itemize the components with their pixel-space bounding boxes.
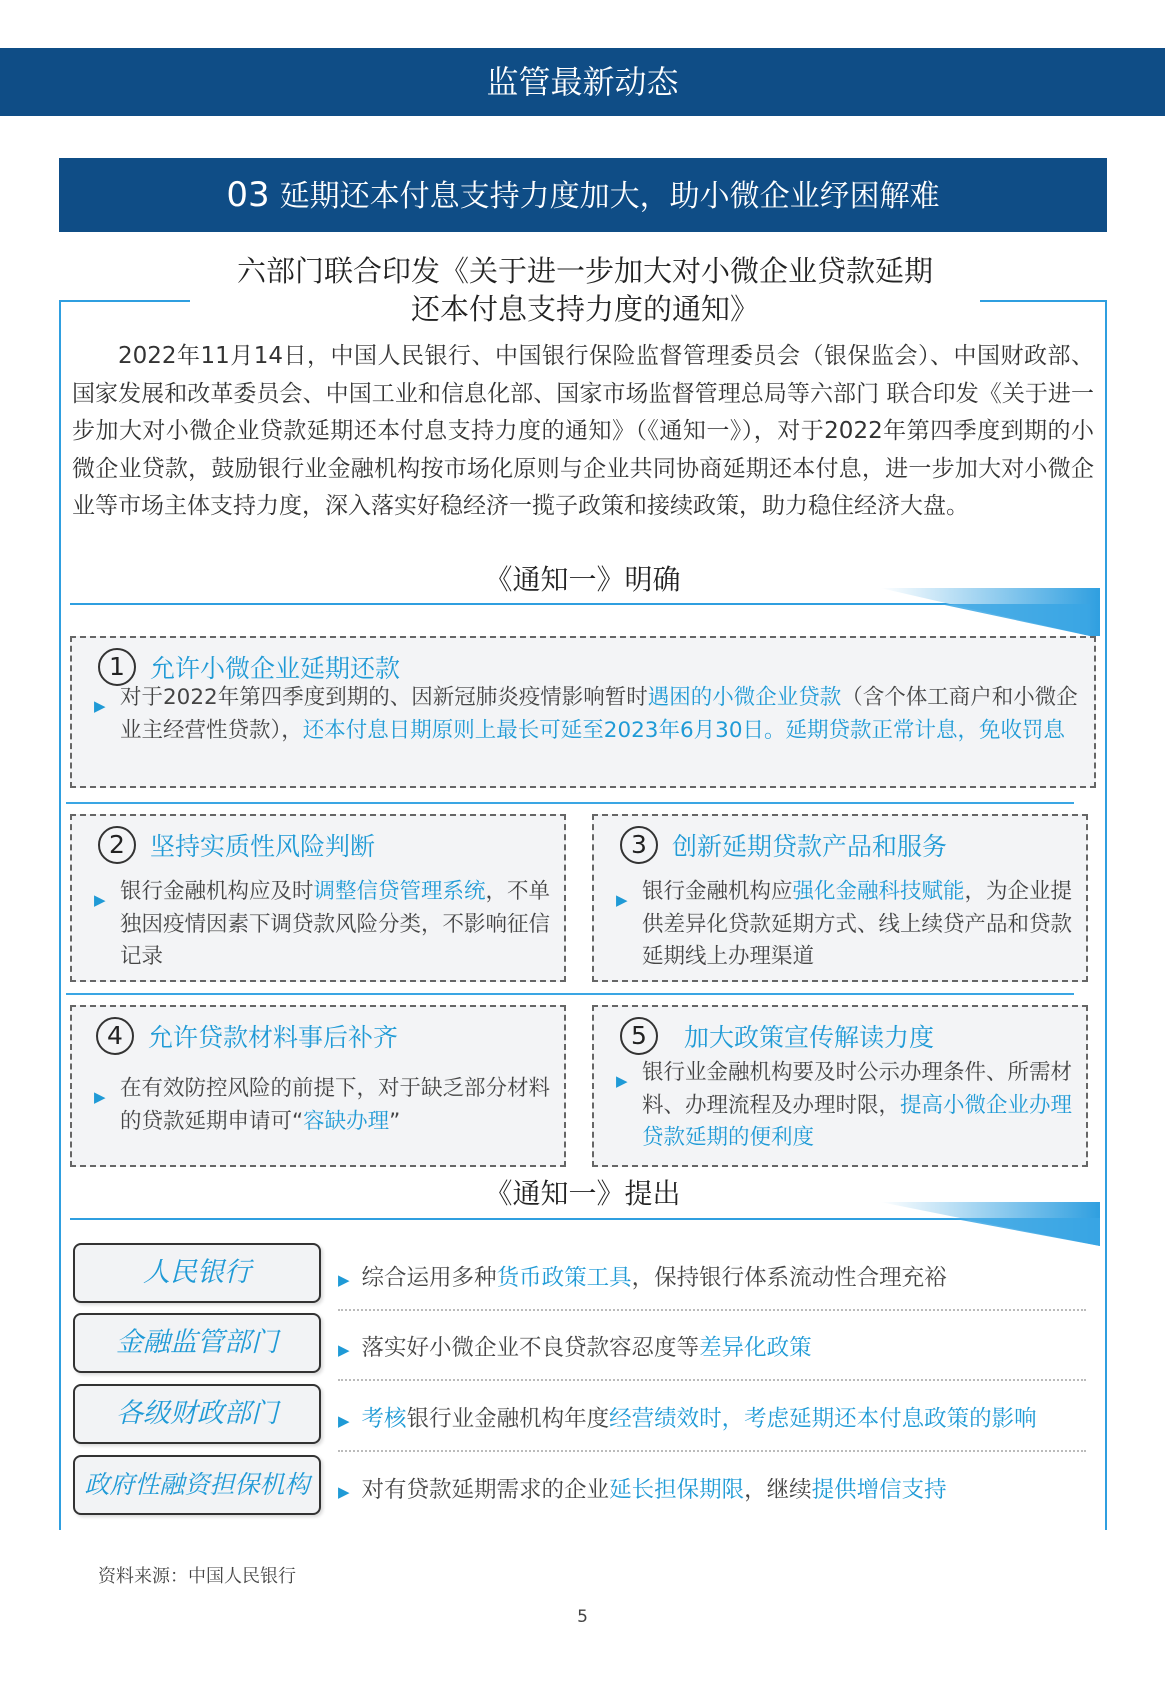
clarify-box-1-highlight-b: 还本付息日期原则上最长可延至2023年6月30日。延期贷款正常计息，免收罚息	[302, 717, 1066, 743]
clarify-box-5-text: 银行业金融机构要及时公示办理条件、所需材料、办理流程及办理时限，	[642, 1060, 1073, 1118]
clarify-box-5	[592, 1005, 1088, 1167]
dotted-divider	[338, 1379, 1086, 1381]
divider	[66, 993, 1074, 995]
row-1-text-a: 综合运用多种	[361, 1265, 497, 1291]
intro-paragraph: 2022年11月14日，中国人民银行、中国银行保险监督管理委员会（银保监会）、中国财政部、国家发展和改革委员会、中国工业和信息化部、国家市场监督管理总局等六部门 联合印发《关于进一步加大对小微企业贷款延期还本付息支持力度的通知》（《通知一》），对于2022年第四季度到期的小微企业贷款，鼓励银行业金融机构按市场化原则与企业共同协商延期还本付息，进一步加大对小微企业等市场主体支持力度，深入落实好稳经济一揽子政策和接续政策，助力稳住经济大盘。	[72, 343, 1094, 519]
agency-row-3-text	[338, 1401, 1037, 1433]
corner-ribbon-icon	[880, 588, 1100, 636]
clarify-box-3-head	[620, 826, 947, 864]
clarify-box-5-title: 加大政策宣传解读力度	[684, 1023, 935, 1052]
source-note: 资料来源：中国人民银行	[98, 1566, 296, 1587]
notice-title-line1: 六部门联合印发《关于进一步加大对小微企业贷款延期	[236, 254, 933, 288]
row-4-highlight-a: 延长担保期限	[609, 1477, 745, 1503]
clarify-box-2-highlight: 调整信贷管理系统	[313, 879, 486, 904]
row-3-highlight-a: 考核	[361, 1406, 407, 1432]
clarify-box-4	[70, 1005, 566, 1167]
number-badge: 5	[620, 1017, 658, 1055]
row-2-highlight: 差异化政策	[699, 1335, 812, 1361]
clarify-box-2-text-a: 银行金融机构应及时	[120, 879, 314, 904]
row-4-text-a: 对有贷款延期需求的企业	[361, 1477, 610, 1503]
clarify-box-4-text-a: 在有效防控风险的前提下，对于缺乏部分材料的贷款延期申请可“	[120, 1076, 551, 1134]
divider	[66, 802, 1074, 804]
page-header-title: 监管最新动态	[486, 63, 679, 101]
number-badge: 1	[98, 648, 136, 686]
clarify-box-1-title: 允许小微企业延期还款	[150, 654, 401, 683]
row-1-text-b: ，保持银行体系流动性合理充裕	[631, 1265, 947, 1291]
clarify-box-1-text-b: （含个体工商户和小微企业主经营性贷款），	[120, 685, 1078, 743]
clarify-box-1-body	[94, 682, 1079, 747]
number-badge: 3	[620, 826, 658, 864]
row-3-text: 银行业金融机构年度	[406, 1406, 610, 1432]
row-2-text-a: 落实好小微企业不良贷款容忍度等	[361, 1335, 700, 1361]
clarify-box-3	[592, 814, 1088, 982]
clarify-box-1-text-a: 对于2022年第四季度到期的、因新冠肺炎疫情影响暂时	[120, 685, 648, 710]
notice-title	[190, 252, 980, 328]
notice-title-line2: 还本付息支持力度的通知》	[410, 292, 759, 326]
agency-row-4-text	[338, 1472, 947, 1504]
clarify-box-4-text-b: ”	[389, 1108, 401, 1134]
clarify-box-4-highlight: 容缺办理	[303, 1108, 390, 1134]
agency-row-2-text	[338, 1330, 812, 1362]
clarify-box-3-title: 创新延期贷款产品和服务	[672, 832, 948, 861]
agency-label-guarantee: 政府性融资担保机构	[73, 1455, 321, 1515]
number-badge: 4	[96, 1017, 134, 1055]
agency-row-1-text	[338, 1260, 947, 1292]
clarify-box-4-title: 允许贷款材料事后补齐	[148, 1023, 399, 1052]
agency-label-regulator: 金融监管部门	[73, 1313, 321, 1373]
triangle-right-icon: ▶	[94, 891, 106, 909]
propose-heading: 《通知一》提出	[484, 1177, 681, 1210]
row-4-highlight-b: 提供增信支持	[811, 1477, 947, 1503]
corner-ribbon-icon	[880, 1202, 1100, 1246]
clarify-box-2-text-b: ，不单独因疫情因素下调贷款风险分类，不影响征信记录	[120, 879, 551, 969]
triangle-right-icon: ▶	[616, 1072, 628, 1090]
clarify-box-4-head	[96, 1017, 398, 1055]
clarify-box-2	[70, 814, 566, 982]
row-1-highlight: 货币政策工具	[496, 1265, 632, 1291]
row-3-highlight-b: 经营绩效时，考虑延期还本付息政策的影响	[609, 1406, 1037, 1432]
section-title: 延期还本付息支持力度加大，助小微企业纾困解难	[279, 179, 940, 214]
number-badge: 2	[98, 826, 136, 864]
triangle-right-icon: ▶	[338, 1483, 350, 1501]
page-header-banner	[0, 48, 1165, 116]
clarify-box-3-body	[616, 876, 1076, 974]
clarify-box-5-head	[620, 1017, 934, 1055]
triangle-right-icon: ▶	[616, 891, 628, 909]
triangle-right-icon: ▶	[94, 1088, 106, 1106]
clarify-box-2-head	[98, 826, 375, 864]
clarify-box-1-highlight-a: 遇困的小微企业贷款	[647, 685, 842, 710]
triangle-right-icon: ▶	[338, 1412, 350, 1430]
clarify-box-4-body	[94, 1073, 554, 1138]
clarify-box-5-body	[616, 1057, 1076, 1155]
clarify-box-2-title: 坚持实质性风险判断	[150, 832, 376, 861]
agency-label-finance-dept: 各级财政部门	[73, 1384, 321, 1444]
agency-label-pboc: 人民银行	[73, 1243, 321, 1303]
triangle-right-icon: ▶	[338, 1341, 350, 1359]
triangle-right-icon: ▶	[94, 697, 106, 715]
clarify-box-3-text-a: 银行金融机构应	[642, 879, 793, 904]
clarify-box-1-head	[98, 648, 400, 686]
page-number: 5	[577, 1607, 588, 1627]
clarify-box-3-highlight: 强化金融科技赋能	[792, 879, 965, 904]
clarify-box-2-body	[94, 876, 554, 974]
triangle-right-icon: ▶	[338, 1271, 350, 1289]
section-number: 03	[226, 175, 270, 215]
clarify-box-5-highlight: 提高小微企业办理贷款延期的便利度	[642, 1092, 1073, 1150]
clarify-heading: 《通知一》明确	[484, 563, 681, 596]
row-4-text-b: ，继续	[744, 1477, 812, 1503]
section-banner	[59, 158, 1107, 232]
dotted-divider	[338, 1450, 1086, 1452]
clarify-box-1	[70, 636, 1096, 788]
clarify-box-3-text-b: ，为企业提供差异化贷款延期方式、线上续贷产品和贷款延期线上办理渠道	[642, 879, 1073, 969]
dotted-divider	[338, 1309, 1086, 1311]
